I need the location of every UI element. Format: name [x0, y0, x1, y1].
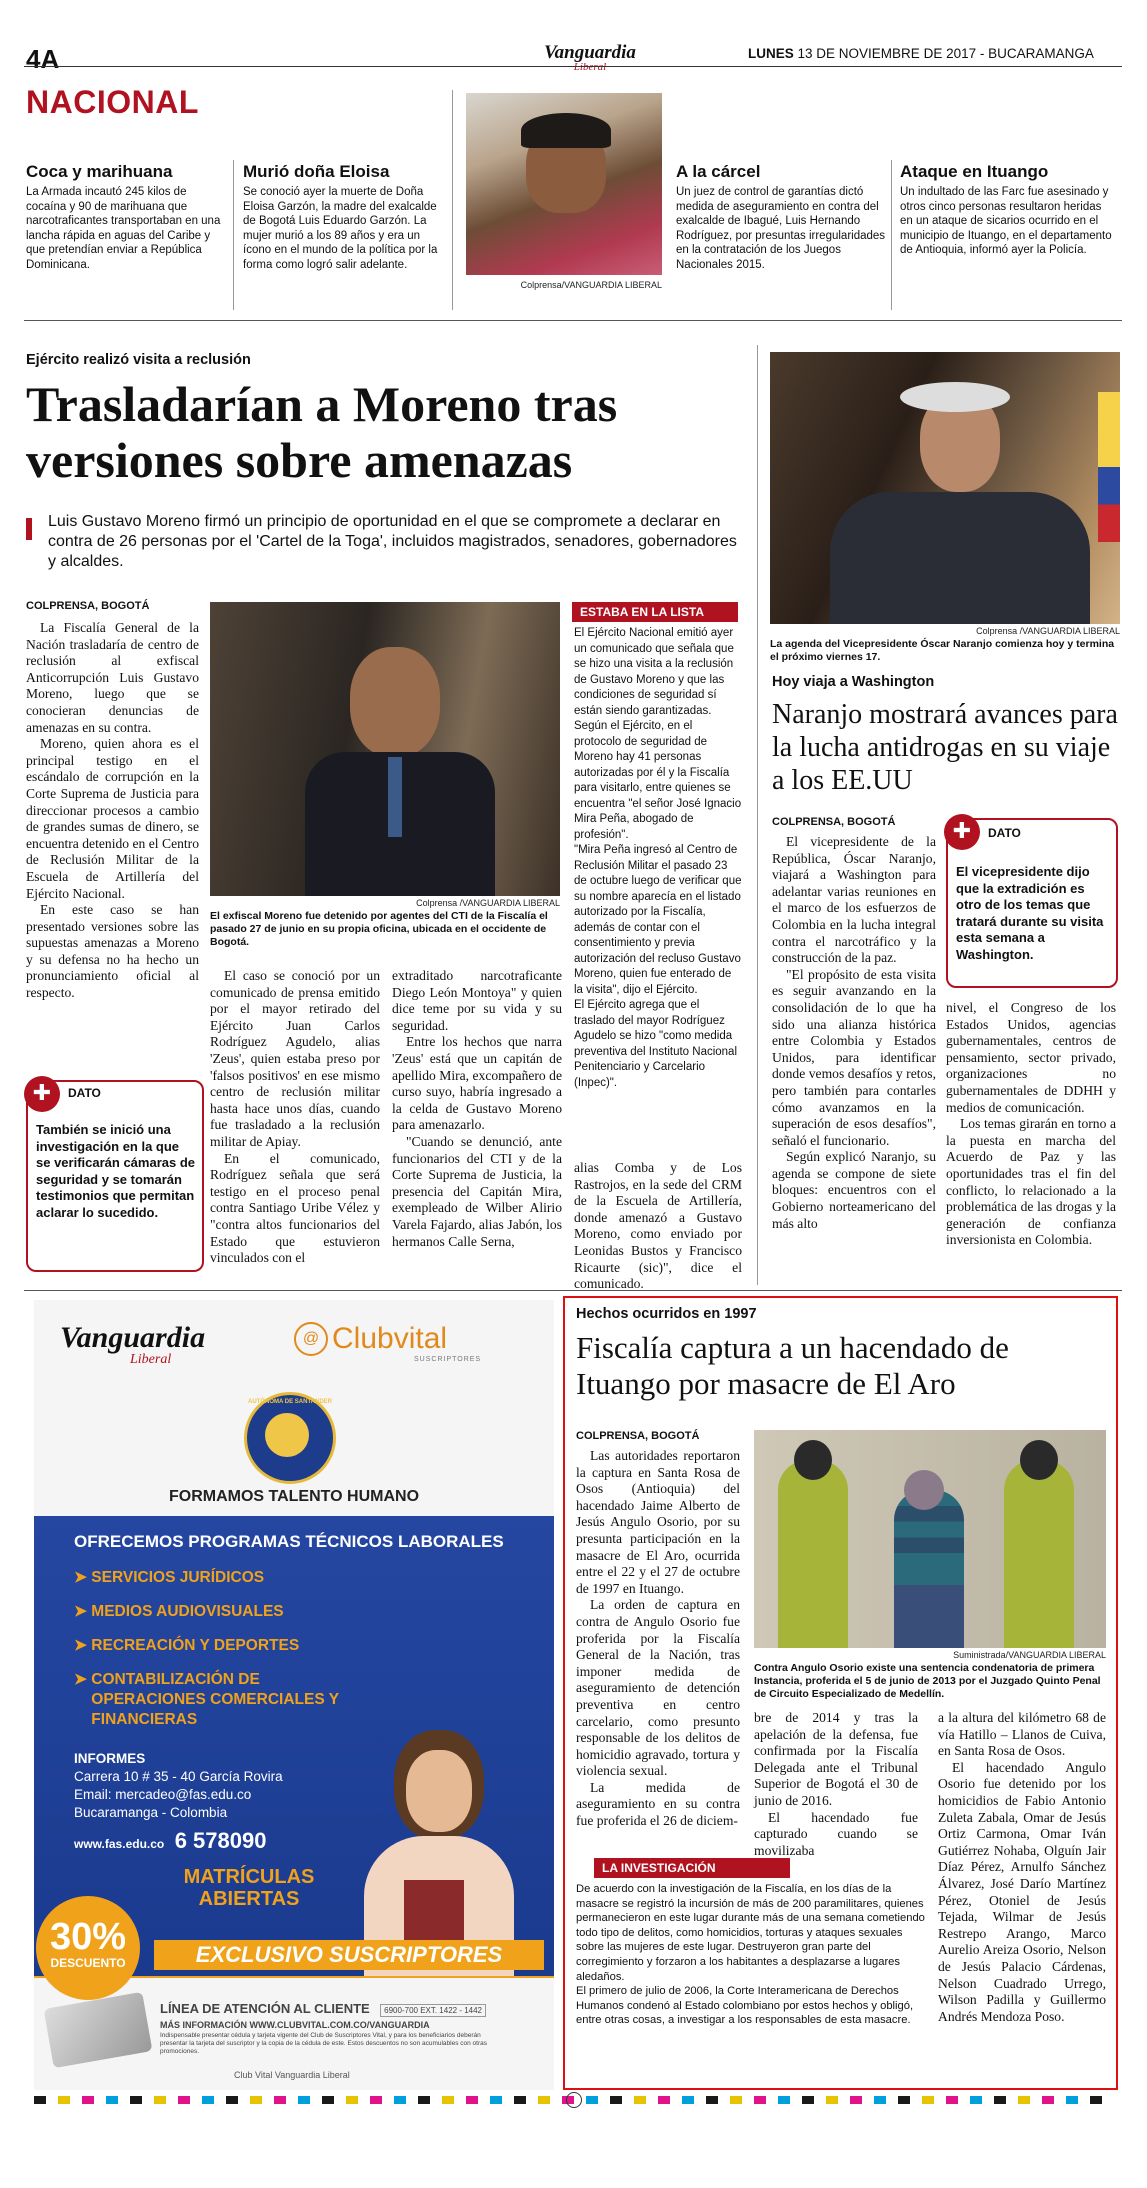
paragraph: En el comunicado, Rodríguez señala que será testigo en el proceso penal contra Santiago Uribe Vélez y "contra altos funcionarios del Estado que estuvieron vinculados con el	[210, 1150, 380, 1266]
ad-web-phone	[74, 1828, 266, 1854]
paragraph: El caso se conoció por un comunicado de prensa emitido por el mayor retirado del Ejército Juan Carlos Rodríguez Agudelo, alias 'Zeus', quien estaba preso por 'falsos positivos' en ese mismo centro de reclusión militar hasta hace unos días, cuando fue trasladado a la reclusión militar de Apiay.	[210, 968, 380, 1149]
brief-1	[26, 162, 226, 272]
masthead-brand-sub: Liberal	[573, 61, 607, 73]
naranjo-byline: COLPRENSA, BOGOTÁ	[772, 816, 896, 828]
paragraph: La orden de captura en contra de Angulo Osorio fue proferida por la Fiscalía General de la Nación, tras imponer medida de aseguramiento de detención preventiva en centro carcelario, como presunto responsable de los delitos de homicidio agravado, tortura y violencia sexual.	[576, 1597, 740, 1779]
arrow-icon: ➤	[74, 1569, 92, 1586]
brief-title: Murió doña Eloisa	[243, 162, 390, 181]
program-item: ➤ MEDIOS AUDIOVISUALES	[74, 1603, 284, 1620]
ad-brand-sub: Liberal	[130, 1352, 172, 1367]
section-title: NACIONAL	[26, 84, 199, 120]
ad-program-list	[74, 1568, 374, 1730]
informes-label: INFORMES	[74, 1751, 146, 1766]
discount-value: 30%	[49, 1916, 127, 1958]
brief-text: La Armada incautó 245 kilos de cocaína y 90 de marihuana que narcotraficantes transportaban en una lancha rápida en aguas del Caribe y que pretendían enviar a República Dominicana.	[26, 186, 221, 271]
arrest-photo-credit: Suministrada/VANGUARDIA LIBERAL	[953, 1650, 1106, 1660]
briefs-bottom-rule	[24, 320, 1122, 321]
divider	[233, 160, 234, 310]
ituango-col-2	[754, 1710, 918, 1859]
seal-text: AUTÓNOMA DE SANTANDER	[248, 1399, 332, 1405]
paragraph: La medida de aseguramiento en su contra fue proferida el 26 de diciem-	[576, 1779, 740, 1829]
ad-brand-name: Vanguardia	[60, 1321, 206, 1354]
paragraph: "El propósito de esta visita es seguir avanzando en la consolidación de lo que ha sido una alianza histórica entre Colombia y Estados Unidos, para identificar donde vemos desafíos y retos, pero también para contarles cómo avanzamos en la superación de esos desafíos", señaló el funcionario.	[772, 966, 936, 1148]
card-icon	[44, 1992, 153, 2068]
discount-badge	[36, 1896, 140, 2000]
dato-text: También se inició una investigación en la que se verificarán cámaras de seguridad y se tomarán testimonios que permitan aclarar lo sucedido.	[36, 1122, 195, 1220]
paragraph: bre de 2014 y tras la apelación de la defensa, fue confirmada por la Fiscalía Delegada ante el Tribunal Superior de Bogotá el 30 de junio de 2016.	[754, 1710, 918, 1808]
more-info: MÁS INFORMACIÓN WWW.CLUBVITAL.COM.CO/VANGUARDIA	[160, 2020, 430, 2030]
paragraph: En este caso se han presentado versiones sobre las supuestas amenazas a Moreno y su defensa no ha hecho un pronunciamiento oficial al respecto.	[26, 902, 199, 1001]
dato-icon: ✚	[944, 814, 980, 850]
main-col-4	[574, 1160, 742, 1293]
main-deck: Luis Gustavo Moreno firmó un principio de oportunidad en el que se compromete a declarar en contra de 26 personas por el 'Cartel de la Toga', incluidos magistrados, senadores, gobernadores y alcaldes.	[48, 513, 737, 570]
ad-footer: Club Vital Vanguardia Liberal	[234, 2070, 350, 2080]
ad-student	[344, 1720, 534, 1976]
ituango-kicker: Hechos ocurridos en 1997	[576, 1306, 757, 1322]
brief-text: Se conoció ayer la muerte de Doña Eloisa Garzón, la madre del exalcalde de Bogotá Luis Eduardo Garzón. La mujer murió a los 89 años y era un ícono en el mundo de la política por la forma como logró salir adelante.	[243, 186, 438, 271]
ituango-sidebar-body	[576, 1882, 926, 2028]
sidebar-title: ESTABA EN LA LISTA	[572, 602, 738, 622]
brief-4	[900, 162, 1116, 258]
paragraph: extraditado narcotraficante Diego León Montoya" y quien dice teme por su vida y su seguridad.	[392, 968, 562, 1033]
paragraph: Moreno, quien ahora es el principal testigo en el escándalo de corrupción en la Corte Suprema de Justicia para direccionar procesos a cambio de grandes sumas de dinero, se encuentra detenido en el Centro de Reclusión Militar de la Escuela de Artillería del Ejército Nacional.	[26, 736, 199, 901]
brief-3	[676, 162, 886, 272]
program-item: ➤ CONTABILIZACIÓN DE OPERACIONES COMERCIALES Y FINANCIERAS	[74, 1671, 339, 1728]
main-col-3	[392, 968, 562, 1250]
ad-exclusive: EXCLUSIVO SUSCRIPTORES	[154, 1940, 544, 1970]
brief-title: Ataque en Ituango	[900, 162, 1049, 181]
line-label: LÍNEA DE ATENCIÓN AL CLIENTE	[160, 2001, 370, 2016]
ituango-byline: COLPRENSA, BOGOTÁ	[576, 1430, 700, 1442]
web: www.fas.edu.co	[74, 1837, 165, 1851]
paragraph: "Cuando se denunció, ante funcionarios del CTI y de la Corte Suprema de Justicia, la presencia del Capitán Mira, exempleado de Wilber Alirio Varela Fajardo, alias Jabón, los hermanos Calle Serna,	[392, 1133, 562, 1249]
page-number: 4A	[26, 44, 60, 74]
brief-photo-credit: Colprensa/VANGUARDIA LIBERAL	[520, 280, 662, 290]
naranjo-photo-caption: La agenda del Vicepresidente Óscar Naranjo comienza hoy y termina el próximo viernes 17.	[770, 638, 1115, 663]
ituango-sidebar-title: LA INVESTIGACIÓN	[594, 1858, 790, 1878]
paragraph: nivel, el Congreso de los Estados Unidos, agencias gubernamentales, centros de pensamiento, sector privado, organizaciones no gubernamentales de DDHH y medios de comunicación.	[946, 1000, 1116, 1115]
naranjo-photo	[770, 352, 1120, 624]
main-col-1	[26, 620, 199, 1002]
naranjo-col-1	[772, 834, 936, 1232]
dato-label: DATO	[988, 826, 1021, 840]
main-col-2	[210, 968, 380, 1267]
date-rest: 13 DE NOVIEMBRE DE 2017 - BUCARAMANGA	[797, 46, 1094, 61]
line-phone: 6900-700 EXT. 1422 - 1442	[380, 2004, 486, 2017]
ituango-headline: Fiscalía captura a un hacendado de Ituango por masacre de El Aro	[576, 1330, 1009, 1401]
discount-label: DESCUENTO	[50, 1956, 126, 1970]
divider	[757, 345, 758, 1285]
main-headline: Trasladarían a Moreno tras versiones sobre amenazas	[26, 376, 618, 488]
paragraph: El hacendado fue capturado cuando se movilizaba	[754, 1809, 918, 1858]
phone: 6 578090	[174, 1828, 267, 1853]
ad-contact	[74, 1750, 283, 1822]
sidebar-paragraph: De acuerdo con la investigación de la Fiscalía, en los días de la masacre se registró la incursión de más de 200 paramilitares, quienes permanecieron en este lugar durante más de una semana cometiendo todo tipo de delitos, como homicidios, torturas y ataques sexuales sobre las mujeres de este lugar. Destruyeron gran parte del corregimiento y forzaron a los habitantes a desplazarse a lugares aledaños.	[576, 1883, 925, 1983]
brief-text: Un indultado de las Farc fue asesinado y otros cinco personas resultaron heridas en un ataque de sicarios ocurrido en el municipio de Ituango, en el departamento de Antioquia, informó ayer la Policía.	[900, 186, 1112, 256]
program-item: ➤ SERVICIOS JURÍDICOS	[74, 1569, 265, 1586]
naranjo-headline: Naranjo mostrará avances para la lucha antidrogas en su viaje a los EE.UU	[772, 699, 1118, 796]
arrow-icon: ➤	[74, 1637, 92, 1654]
naranjo-photo-credit: Colprensa /VANGUARDIA LIBERAL	[976, 626, 1120, 636]
club-icon: @	[294, 1322, 328, 1356]
ad-brand	[60, 1321, 206, 1368]
main-kicker: Ejército realizó visita a reclusión	[26, 352, 251, 368]
arrow-icon: ➤	[74, 1603, 92, 1620]
address: Carrera 10 # 35 - 40 García Rovira	[74, 1769, 283, 1784]
brief-2	[243, 162, 443, 272]
paragraph: a la altura del kilómetro 68 de vía Hatillo – Llanos de Cuiva, en Santa Rosa de Osos.	[938, 1710, 1106, 1759]
dato-text: El vicepresidente dijo que la extradición es otro de los temas que tratará durante su visita esta semana a Washington.	[956, 864, 1104, 962]
dato-box-naranjo	[946, 818, 1118, 988]
main-byline: COLPRENSA, BOGOTÁ	[26, 600, 150, 612]
paragraph: alias Comba y de Los Rastrojos, en la sede del CRM de la Escuela de Artillería, donde amenazó a Gustavo Moreno, como enviado por Leonidas Bustos y Francisco Ricaurte (sic)", dice el comunicado.	[574, 1160, 742, 1292]
moreno-photo-credit: Colprensa /VANGUARDIA LIBERAL	[416, 898, 560, 908]
deck-marker	[26, 518, 32, 540]
sidebar-paragraph: "Mira Peña ingresó al Centro de Reclusión Militar el pasado 23 de octubre luego de verificar que su nombre aparecía en el listado autorizado por la Fiscalía, además de contar con el consentimiento y previa autorización del recluso Gustavo Moreno, quien fue enterado de la visita", dijo el Ejército.	[574, 844, 742, 996]
sidebar-paragraph: El Ejército agrega que el traslado del mayor Rodríguez Agudelo se hizo "como medida preventiva del Instituto Nacional Penitenciario y Carcelario (Inpec)".	[574, 999, 738, 1089]
brief-title: A la cárcel	[676, 162, 761, 181]
sidebar-body	[574, 626, 742, 1091]
dato-box-main	[26, 1080, 204, 1272]
dateline	[748, 46, 1094, 61]
ituango-col-3	[938, 1710, 1106, 2025]
masthead-brand: Vanguardia	[544, 42, 636, 63]
email: Email: mercadeo@fas.edu.co	[74, 1787, 252, 1802]
paragraph: El hacendado Angulo Osorio fue detenido por los homicidios de Fabio Antonio Zuleta Zabala, Omar de Jesús Ortiz Carmona, Omar Iván Gutiérrez Nohaba, Olguín Jair Díaz Pérez, Arnulfo Sánchez Álvarez, José Darío Martínez Pérez, Otoniel de Jesús Tejada, Wilmar de Jesús Restrepo Arango, Marco Aurelio Areiza Osorio, Nelson de Jesús Palacio Cárdenas, Nelson Cuadrado Urrego, Wilson Padilla y Guillermo Andrés Mendoza Poso.	[938, 1759, 1106, 2024]
naranjo-col-2	[946, 1000, 1116, 1249]
sidebar-paragraph: El Ejército Nacional emitió ayer un comunicado que señala que se hizo una visita a la reclusión de Gustavo Moreno y que las condiciones de seguridad sí están siendo garantizadas.	[574, 627, 734, 717]
paragraph: Los temas girarán en torno a la puesta en marcha del Acuerdo de Paz y las oportunidades tras el fin del conflicto, lo relacionado a la problemática de las drogas y la generación de confianza inversionista en Colombia.	[946, 1116, 1116, 1248]
registration-mark	[566, 2092, 582, 2108]
paragraph: La Fiscalía General de la Nación trasladaría de centro de reclusión al exfiscal Anticorrupción Luis Gustavo Moreno, luego que se conocieran denuncias de amenazas en su contra.	[26, 620, 199, 735]
brief-title: Coca y marihuana	[26, 162, 173, 181]
program-item: ➤ RECREACIÓN Y DEPORTES	[74, 1637, 300, 1654]
paragraph: El vicepresidente de la República, Óscar Naranjo, viajará a Washington para adelantar varias reuniones en el marco de los esfuerzos de Colombia en la lucha integral contra el narcotráfico y la construcción de la paz.	[772, 834, 936, 966]
ad-line	[160, 2000, 540, 2056]
arrest-photo	[754, 1430, 1106, 1648]
arrow-icon: ➤	[74, 1671, 92, 1688]
masthead-logo	[530, 44, 650, 72]
ad-tagline: FORMAMOS TALENTO HUMANO	[168, 1488, 420, 1505]
divider	[891, 160, 892, 310]
ituango-col-1	[576, 1448, 740, 1830]
arrest-photo-caption: Contra Angulo Osorio existe una sentencia condenatoria de primera Instancia, proferida el 5 de junio de 2013 por el Juzgado Quinto Penal de Circuito Especializado de Medellín.	[754, 1662, 1101, 1700]
dato-icon: ✚	[24, 1076, 60, 1112]
paragraph: Entre los hechos que narra 'Zeus' está que un capitán de apellido Mira, excompañero de curso suyo, habría ingresado a la celda de Gustavo Moreno para amenazarlo.	[392, 1034, 562, 1133]
naranjo-kicker: Hoy viaja a Washington	[772, 674, 935, 690]
sidebar-paragraph: El primero de julio de 2006, la Corte Interamericana de Derechos Humanos condenó al Estado colombiano por estos hechos y obligó, entre otras cosas, a investigar a los responsables de esta masacre.	[576, 1985, 914, 2027]
ad-seal	[244, 1392, 336, 1484]
advertisement	[34, 1300, 554, 2090]
divider	[452, 90, 453, 310]
brief-text: Un juez de control de garantías dictó medida de aseguramiento en contra del exalcalde de Ibagué, Luis Hernando Rodríguez, por presuntas irregularidades en la contratación de los Juegos Nacionales 2015.	[676, 186, 886, 271]
dato-label: DATO	[68, 1086, 101, 1100]
sidebar-paragraph: Según el Ejército, en el protocolo de seguridad de Moreno hay 41 personas autorizadas por él y la Fiscalía para visitarlo, entre quienes se encuentra "el señor José Ignacio Mira Peña, abogado de profesión".	[574, 720, 742, 841]
city: Bucaramanga - Colombia	[74, 1805, 228, 1820]
paragraph: Las autoridades reportaron la captura en Santa Rosa de Osos (Antioquia) del hacendado Jaime Alberto de Jesús Angulo Osorio, por su presunta participación en la masacre de El Aro, ocurrida entre el 22 y el 27 de octubre de 1997 en Ituango.	[576, 1448, 740, 1596]
mid-rule	[24, 1290, 1122, 1291]
paragraph: Según explicó Naranjo, su agenda se compone de siete bloques: encuentros con el Gobierno norteamericano del más alto	[772, 1149, 936, 1231]
date-day: LUNES	[748, 46, 794, 61]
ad-matriculas: MATRÍCULAS ABIERTAS	[183, 1866, 315, 1910]
brief-photo	[466, 93, 662, 275]
club-name: Clubvital	[332, 1322, 448, 1355]
fine-print: Indispensable presentar cédula y tarjeta vigente del Club de Suscriptores Vital, y para los beneficiarios deberán presentar la tarjeta del suscriptor y la copia de la cédula de este. Estos descuentos no son acumulables con otras promociones.	[160, 2032, 487, 2055]
moreno-photo-caption: El exfiscal Moreno fue detenido por agentes del CTI de la Fiscalía el pasado 27 de junio en su propia oficina, ubicada en el occidente de Bogotá.	[210, 910, 548, 948]
ad-club	[294, 1322, 481, 1363]
club-sub: SUSCRIPTORES	[414, 1356, 482, 1363]
header-rule	[24, 66, 1122, 67]
moreno-photo	[210, 602, 560, 896]
ad-offer: OFRECEMOS PROGRAMAS TÉCNICOS LABORALES	[74, 1532, 504, 1551]
